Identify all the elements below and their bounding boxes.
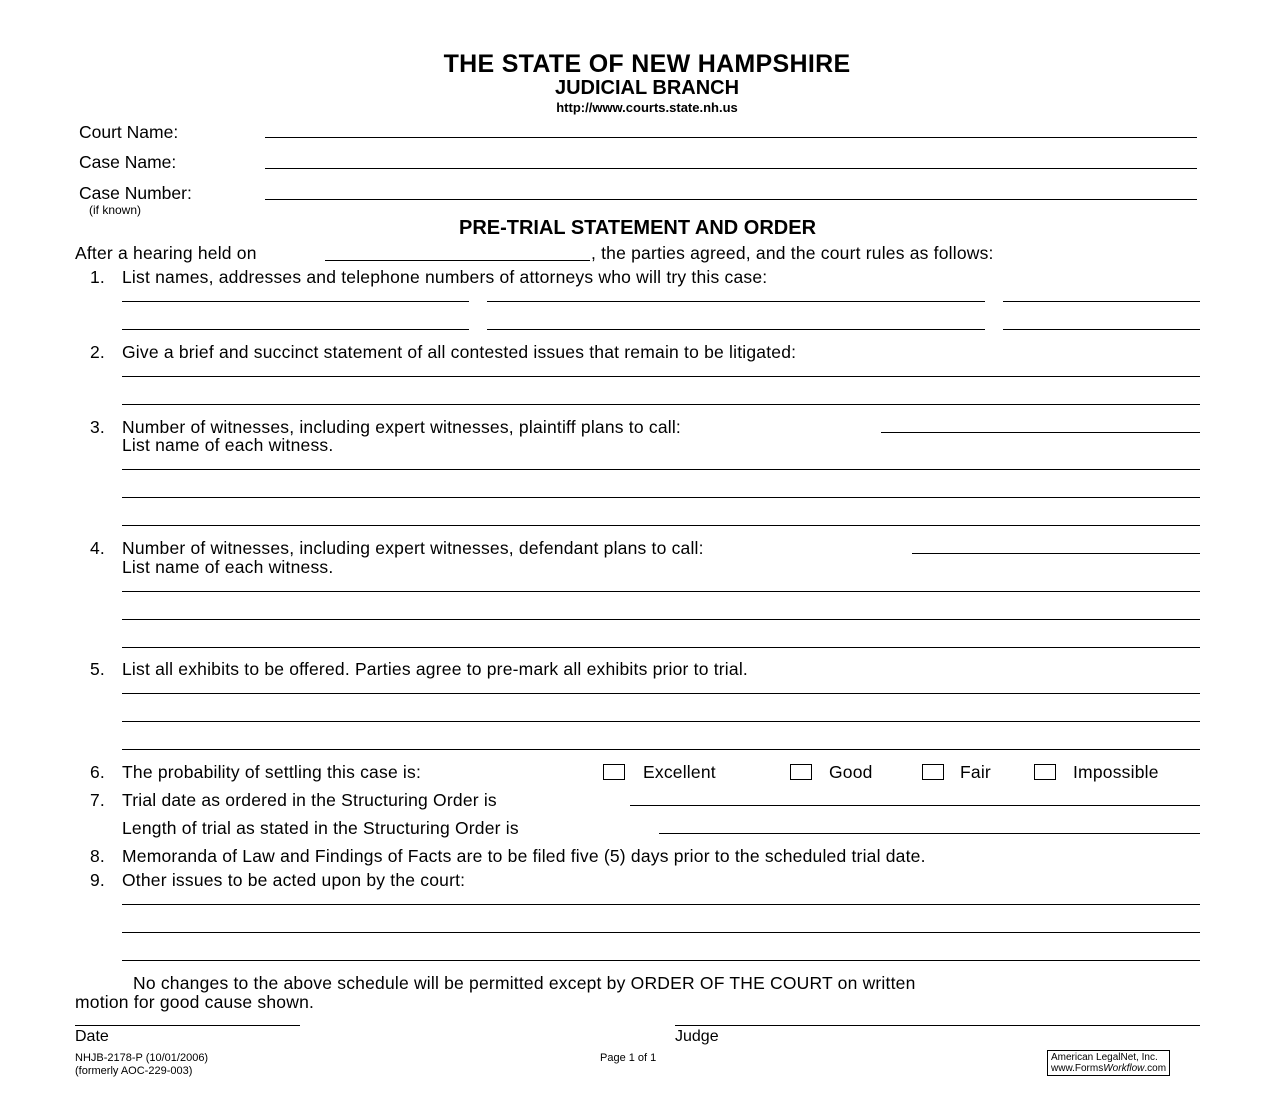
item-number: 1. xyxy=(90,267,105,287)
attorney-field[interactable] xyxy=(122,301,469,302)
trial-date-field[interactable] xyxy=(630,805,1200,806)
page-indicator: Page 1 of 1 xyxy=(600,1052,657,1064)
publisher-site: www.FormsWorkflow.com xyxy=(1051,1063,1167,1074)
publisher-badge[interactable] xyxy=(1047,1050,1170,1076)
form-formerly: (formerly AOC-229-003) xyxy=(75,1065,193,1077)
plaintiff-witness-field[interactable] xyxy=(122,525,1200,526)
item-number: 4. xyxy=(90,538,105,558)
attorney-field[interactable] xyxy=(1003,301,1200,302)
item-7-text: Trial date as ordered in the Structuring Order is xyxy=(122,790,497,810)
item-number: 2. xyxy=(90,342,105,362)
contested-issues-field[interactable] xyxy=(122,376,1200,377)
item-4-subtext: List name of each witness. xyxy=(122,557,334,577)
exhibits-field[interactable] xyxy=(122,749,1200,750)
item-4-text: Number of witnesses, including expert witnesses, defendant plans to call: xyxy=(122,538,704,558)
exhibits-field[interactable] xyxy=(122,721,1200,722)
defendant-witness-count-field[interactable] xyxy=(912,553,1200,554)
item-9-text: Other issues to be acted upon by the court: xyxy=(122,870,466,890)
if-known-note: (if known) xyxy=(89,203,142,217)
date-label: Date xyxy=(75,1028,109,1045)
case-number-label: Case Number: xyxy=(79,183,192,203)
attorney-field[interactable] xyxy=(122,329,469,330)
defendant-witness-field[interactable] xyxy=(122,591,1200,592)
item-3-text: Number of witnesses, including expert witnesses, plaintiff plans to call: xyxy=(122,417,681,437)
notice-line-2: motion for good cause shown. xyxy=(75,992,315,1012)
impossible-label: Impossible xyxy=(1073,762,1159,782)
attorney-field[interactable] xyxy=(487,329,985,330)
attorney-field[interactable] xyxy=(487,301,985,302)
other-issues-field[interactable] xyxy=(122,932,1200,933)
item-number: 3. xyxy=(90,417,105,437)
judge-label: Judge xyxy=(675,1028,719,1045)
case-name-field[interactable] xyxy=(265,168,1197,169)
item-number: 9. xyxy=(90,870,105,890)
case-number-field[interactable] xyxy=(265,199,1197,200)
contested-issues-field[interactable] xyxy=(122,404,1200,405)
notice-line-1: No changes to the above schedule will be permitted except by ORDER OF THE COURT on written xyxy=(133,973,916,993)
form-id: NHJB-2178-P (10/01/2006) xyxy=(75,1052,209,1064)
exhibits-field[interactable] xyxy=(122,693,1200,694)
item-2-text: Give a brief and succinct statement of all contested issues that remain to be litigated: xyxy=(122,342,797,362)
item-7b-text: Length of trial as stated in the Structuring Order is xyxy=(122,818,519,838)
plaintiff-witness-count-field[interactable] xyxy=(881,432,1200,433)
item-number: 6. xyxy=(90,762,105,782)
fair-label: Fair xyxy=(960,762,991,782)
item-6-text: The probability of settling this case is: xyxy=(122,762,422,782)
excellent-checkbox[interactable] xyxy=(603,764,625,780)
plaintiff-witness-field[interactable] xyxy=(122,469,1200,470)
defendant-witness-field[interactable] xyxy=(122,647,1200,648)
other-issues-field[interactable] xyxy=(122,904,1200,905)
court-name-field[interactable] xyxy=(265,137,1197,138)
item-8-text: Memoranda of Law and Findings of Facts are to be filed five (5) days prior to the scheduled trial date. xyxy=(122,846,926,866)
item-number: 7. xyxy=(90,790,105,810)
other-issues-field[interactable] xyxy=(122,960,1200,961)
form-title: PRE-TRIAL STATEMENT AND ORDER xyxy=(458,217,817,239)
defendant-witness-field[interactable] xyxy=(122,619,1200,620)
attorney-field[interactable] xyxy=(1003,329,1200,330)
state-title: THE STATE OF NEW HAMPSHIRE xyxy=(443,50,851,78)
item-3-subtext: List name of each witness. xyxy=(122,435,334,455)
trial-length-field[interactable] xyxy=(659,833,1200,834)
item-1-text: List names, addresses and telephone numbers of attorneys who will try this case: xyxy=(122,267,768,287)
item-5-text: List all exhibits to be offered. Parties agree to pre-mark all exhibits prior to trial. xyxy=(122,659,748,679)
case-name-label: Case Name: xyxy=(79,152,177,172)
fair-checkbox[interactable] xyxy=(922,764,944,780)
excellent-label: Excellent xyxy=(643,762,716,782)
branch-title: JUDICIAL BRANCH xyxy=(554,77,740,99)
intro-before: After a hearing held on xyxy=(75,243,257,263)
item-number: 8. xyxy=(90,846,105,866)
item-number: 5. xyxy=(90,659,105,679)
good-label: Good xyxy=(829,762,873,782)
plaintiff-witness-field[interactable] xyxy=(122,497,1200,498)
date-signature-field[interactable] xyxy=(75,1025,300,1026)
publisher-name: American LegalNet, Inc. xyxy=(1051,1052,1158,1063)
intro-after: , the parties agreed, and the court rules as follows: xyxy=(591,243,994,263)
judge-signature-field[interactable] xyxy=(675,1025,1200,1026)
court-url[interactable]: http://www.courts.state.nh.us xyxy=(556,100,738,115)
impossible-checkbox[interactable] xyxy=(1034,764,1056,780)
court-name-label: Court Name: xyxy=(79,122,179,142)
hearing-date-field[interactable] xyxy=(325,260,590,261)
good-checkbox[interactable] xyxy=(790,764,812,780)
